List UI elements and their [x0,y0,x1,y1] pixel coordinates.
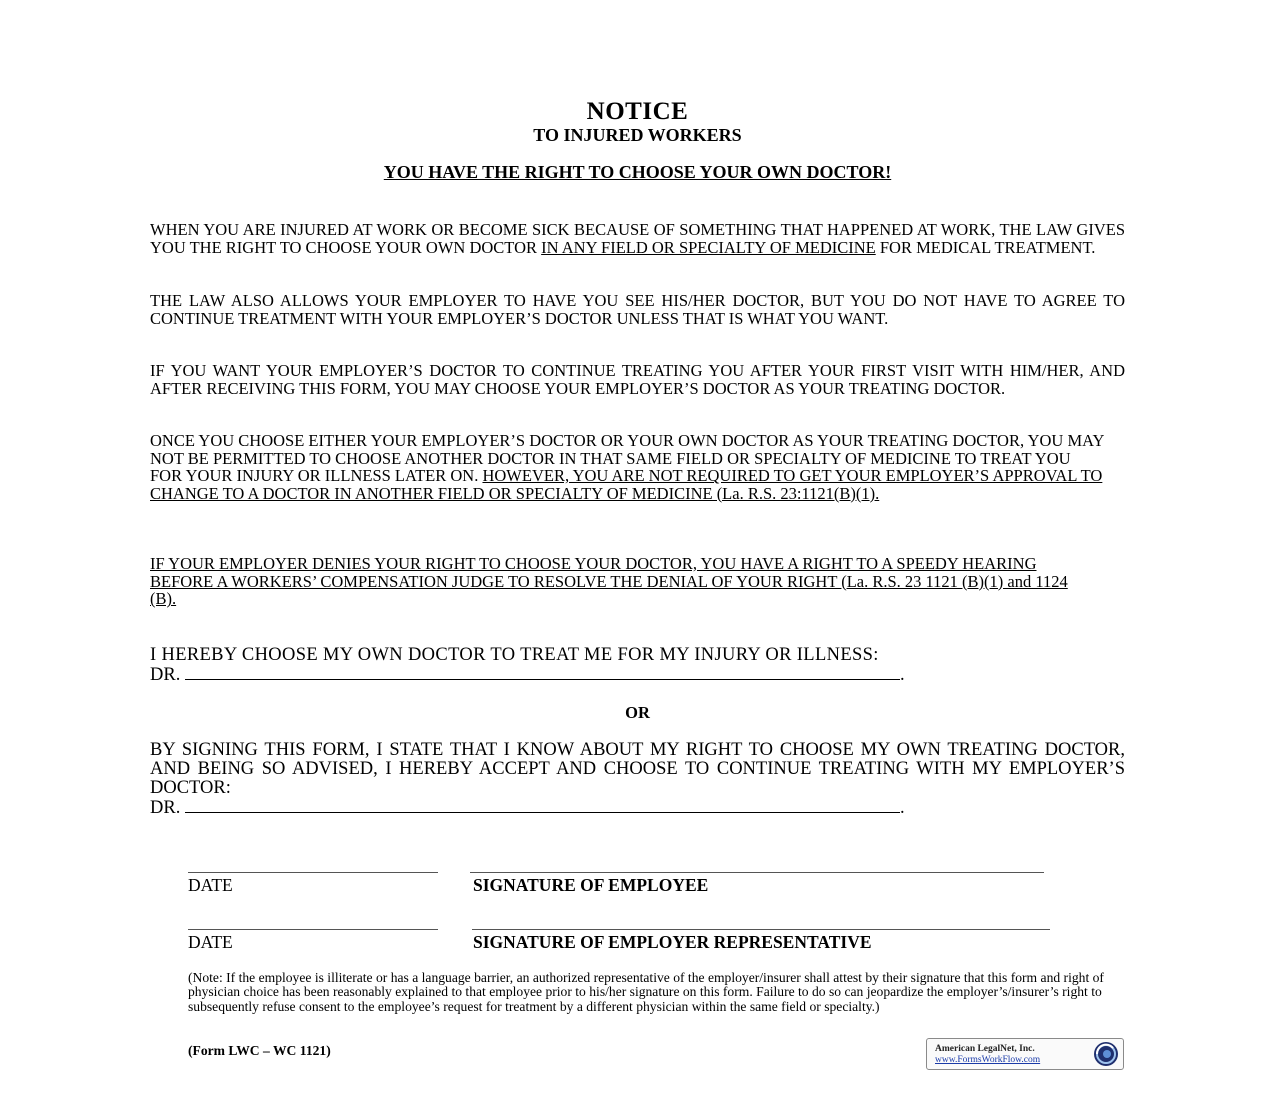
paragraph-2: THE LAW ALSO ALLOWS YOUR EMPLOYER TO HAVE YOU SEE HIS/HER DOCTOR, BUT YOU DO NOT HAVE TO AGREE TO CONTINUE TREATMENT WITH YOUR EMPLOYER’S DOCTOR UNLESS THAT IS WHAT YOU WANT. [150,291,1125,328]
employer-doctor-prefix: DR. [150,798,181,818]
employer-doctor-statement: BY SIGNING THIS FORM, I STATE THAT I KNOW ABOUT MY RIGHT TO CHOOSE MY OWN TREATING DOCTOR, AND BEING SO ADVISED, I HEREBY ACCEPT AND CHOOSE TO CONTINUE TREATING WITH MY EMPLOYER’S DOCTOR: [150,740,1125,798]
employer-date-label: DATE [188,932,233,952]
employee-signature-label: SIGNATURE OF EMPLOYEE [473,875,709,895]
paragraph-5: IF YOUR EMPLOYER DENIES YOUR RIGHT TO CHOOSE YOUR DOCTOR, YOU HAVE A RIGHT TO A SPEEDY HEARING BEFORE A WORKERS’ COMPENSATION JUDGE TO RESOLVE THE DENIAL OF YOUR RIGHT (La. R.S. 23 1121 (B)(1) and 1124 (B). [150,554,1068,609]
own-doctor-name-field[interactable] [185,665,900,680]
notice-headline: YOU HAVE THE RIGHT TO CHOOSE YOUR OWN DOCTOR! [383,162,892,182]
paragraph-3: IF YOU WANT YOUR EMPLOYER’S DOCTOR TO CONTINUE TREATING YOU AFTER YOUR FIRST VISIT WITH HIM/HER, AND AFTER RECEIVING THIS FORM, YOU MAY CHOOSE YOUR EMPLOYER’S DOCTOR AS YOUR TREATING DOCTOR. [150,361,1125,398]
employer-doctor-line [150,798,905,818]
employer-date-field[interactable] [188,929,438,930]
employer-doctor-name-field[interactable] [185,798,900,813]
employee-date-field[interactable] [188,872,438,873]
paragraph-1-text-b: FOR MEDICAL TREATMENT. [875,237,1096,257]
employer-signature-label: SIGNATURE OF EMPLOYER REPRESENTATIVE [473,932,872,952]
logo-company-name: American LegalNet, Inc. [935,1044,1035,1054]
own-doctor-suffix: . [899,665,905,685]
notice-title: NOTICE [586,98,689,125]
or-divider: OR [625,703,650,722]
employer-doctor-suffix: . [899,798,905,818]
paragraph-1 [150,221,1125,256]
employee-date-label: DATE [188,875,233,895]
american-legalnet-logo[interactable] [926,1038,1124,1070]
paragraph-4-underlined: HOWEVER, YOU ARE NOT REQUIRED TO GET YOUR EMPLOYER’S APPROVAL TO CHANGE TO A DOCTOR IN ANOTHER FIELD OR SPECIALTY OF MEDICINE (La. R.S. 23:1121(B)(1). [150,466,1103,503]
globe-icon [1091,1040,1121,1068]
footnote: (Note: If the employee is illiterate or has a language barrier, an authorized representative of the employer/insurer shall attest by their signature that this form and right of physician choice has been reasonably explained to that employee prior to his/her signature on this form. Failure to do so can jeopardize the employer’s/insurer’s right to subsequently refuse consent to the employee’s request for treatment by a different physician within the same field or specialty.) [188,970,1104,1014]
paragraph-4-text: ONCE YOU CHOOSE EITHER YOUR EMPLOYER’S DOCTOR OR YOUR OWN DOCTOR AS YOUR TREATING DOCTOR, YOU MAY NOT BE PERMITTED TO CHOOSE ANOTHER DOCTOR IN THAT SAME FIELD OR SPECIALTY OF MEDICINE TO TREAT YOU FOR YOUR INJURY OR ILLNESS LATER ON. [150,431,1104,486]
paragraph-4 [150,432,1105,502]
logo-url-link[interactable]: www.FormsWorkFlow.com [935,1055,1041,1065]
employee-signature-field[interactable] [470,872,1044,873]
own-doctor-line [150,665,905,685]
employer-signature-field[interactable] [472,929,1050,930]
paragraph-1-underlined: IN ANY FIELD OR SPECIALTY OF MEDICINE [541,237,876,257]
own-doctor-prefix: DR. [150,665,181,685]
notice-subtitle: TO INJURED WORKERS [533,125,742,145]
form-id: (Form LWC – WC 1121) [188,1043,331,1058]
paragraph-1-text-a: WHEN YOU ARE INJURED AT WORK OR BECOME SICK BECAUSE OF SOMETHING THAT HAPPENED AT WORK, THE LAW GIVES YOU THE RIGHT TO CHOOSE YOUR OWN DOCTOR [150,220,1125,257]
own-doctor-statement: I HEREBY CHOOSE MY OWN DOCTOR TO TREAT ME FOR MY INJURY OR ILLNESS: [150,645,879,665]
